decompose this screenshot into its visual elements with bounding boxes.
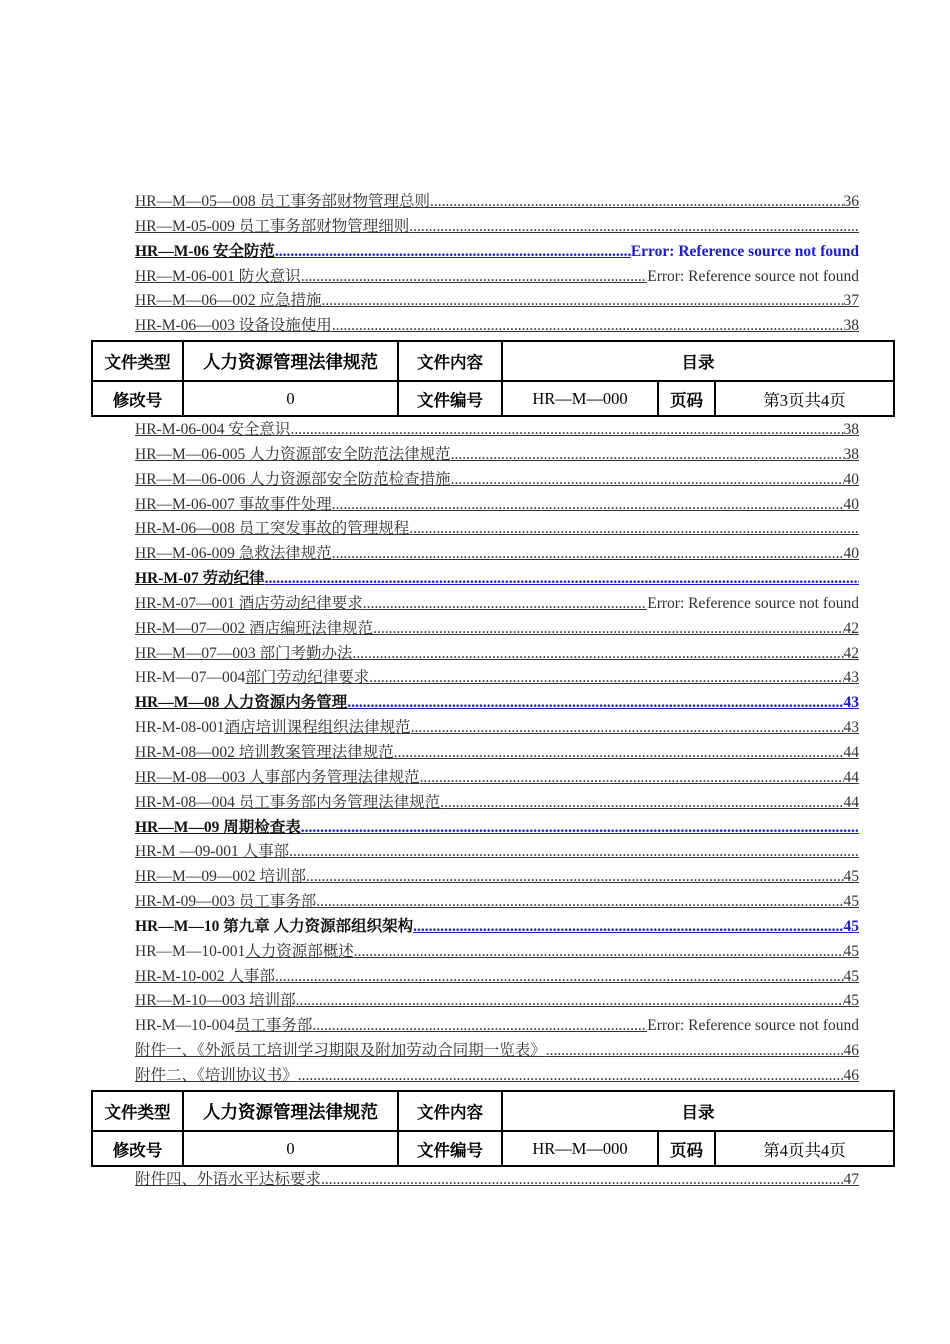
toc-entry[interactable]: [135, 265, 859, 290]
toc-entry[interactable]: [135, 1064, 859, 1089]
file-content-value: 目录: [502, 1091, 894, 1131]
doc-number-value: HR—M—000: [502, 381, 658, 416]
toc-entry-title: HR—M—06—002 应急措施: [135, 292, 322, 310]
toc-entry[interactable]: [135, 418, 859, 443]
toc-entry-title: HR—M—07—003 部门考勤办法: [135, 644, 353, 662]
toc-entry[interactable]: [135, 791, 859, 816]
toc-entry-title: HR-M-07 劳动纪律: [135, 570, 265, 588]
toc-entry-title: HR-M-06—003 设备设施使用: [135, 317, 332, 335]
toc-entry-title: HR-M-07—001 酒店劳动纪律要求: [135, 594, 363, 612]
toc-page-number: 40: [843, 495, 859, 513]
page-label: 页码: [658, 381, 715, 416]
toc-page-number: 43: [843, 719, 859, 737]
toc-entry-code: HR—M—10 第九章 人力资源部组织架构: [135, 917, 414, 935]
toc-leader-dots: [275, 240, 631, 265]
toc-leader-dots: [411, 716, 844, 741]
revision-value: 0: [183, 381, 398, 416]
toc-leader-dots: [321, 289, 843, 314]
toc-entry-title: HR-M—07—002 酒店编班法律规范: [135, 619, 374, 637]
toc-leader-dots: [409, 215, 859, 240]
toc-group-3: [135, 1168, 859, 1193]
toc-entry[interactable]: [135, 1014, 859, 1039]
toc-entry[interactable]: [135, 642, 859, 667]
toc-leader-dots: [296, 989, 844, 1014]
file-type-value: 人力资源管理法律规范: [183, 341, 398, 381]
toc-page-number: 37: [843, 292, 859, 310]
toc-entry[interactable]: [135, 240, 859, 265]
toc-entry-title: 附件一、《外派员工培训学习期限及附加劳动合同期一览表》: [135, 1042, 546, 1060]
toc-page-number: 43: [843, 669, 859, 687]
toc-entry-title: HR—M—06-006 人力资源部安全防范检查措施: [135, 470, 451, 488]
toc-entry-title: HR-M-08—004 员工事务部内务管理法律规范: [135, 793, 441, 811]
toc-page-number: 36: [843, 193, 859, 210]
toc-leader-dots: [451, 443, 844, 468]
toc-entry[interactable]: [135, 215, 859, 240]
toc-entry-title: HR—M—09 周期检查表: [135, 818, 301, 836]
toc-entry-title: HR-M-06—008 员工突发事故的管理规程: [135, 520, 410, 538]
toc-entry-title: HR—M-10—003 培训部: [135, 992, 296, 1010]
page-count: 第3页共4页: [715, 381, 894, 416]
toc-entry[interactable]: [135, 816, 859, 841]
toc-entry[interactable]: [135, 766, 859, 791]
toc-page-number: Error: Reference source not found: [647, 1017, 859, 1035]
toc-entry[interactable]: [135, 443, 859, 468]
toc-leader-dots: [298, 1064, 844, 1089]
toc-page-number: 45: [843, 917, 859, 935]
toc-entry-title: HR-M-06-004 安全意识: [135, 421, 291, 438]
toc-entry-title: 附件二、《培训协议书》: [135, 1066, 298, 1084]
toc-entry[interactable]: [135, 1168, 859, 1193]
toc-entry[interactable]: [135, 542, 859, 567]
toc-page-number: 46: [843, 1066, 859, 1084]
toc-entry-title: 附件四、外语水平达标要求: [135, 1171, 322, 1188]
toc-leader-dots: [332, 493, 844, 518]
toc-leader-dots: [440, 791, 843, 816]
toc-entry-title: HR—M—05—008 员工事务部财物管理总则: [135, 193, 430, 210]
toc-leader-dots: [332, 542, 844, 567]
toc-entry-title: HR—M-06-009 急救法律规范: [135, 545, 332, 563]
toc-entry-title: HR-M-10-002 人事部: [135, 967, 275, 985]
toc-entry-title: HR—M-08—003 人事部内务管理法律规范: [135, 768, 420, 786]
file-content-value: 目录: [502, 341, 894, 381]
file-content-label: 文件内容: [398, 341, 502, 381]
toc-page-number: 45: [843, 942, 859, 960]
toc-page-number: 38: [843, 421, 859, 438]
toc-entry[interactable]: [135, 666, 859, 691]
toc-page-number: 42: [843, 644, 859, 662]
toc-page-number: 44: [843, 768, 859, 786]
toc-leader-dots: [363, 592, 647, 617]
toc-entry[interactable]: [135, 940, 859, 965]
toc-entry[interactable]: [135, 567, 859, 592]
toc-leader-dots: [289, 840, 859, 865]
doc-number-label: 文件编号: [398, 1131, 502, 1166]
toc-leader-dots: [369, 666, 843, 691]
toc-entry[interactable]: [135, 865, 859, 890]
toc-entry-code: HR-M—07—004: [135, 669, 246, 687]
document-header-2: [91, 1090, 895, 1167]
toc-entry[interactable]: [135, 890, 859, 915]
toc-entry[interactable]: [135, 1039, 859, 1064]
toc-entry-code: HR-M-08-001: [135, 719, 225, 737]
toc-leader-dots: [347, 691, 843, 716]
revision-label: 修改号: [92, 381, 183, 416]
file-type-value: 人力资源管理法律规范: [183, 1091, 398, 1131]
toc-page-number: 43: [843, 694, 859, 712]
toc-leader-dots: [451, 468, 844, 493]
toc-entry-link-text: 内务管理: [285, 694, 348, 712]
toc-page-number: 45: [843, 967, 859, 985]
doc-number-value: HR—M—000: [502, 1131, 658, 1166]
revision-label: 修改号: [92, 1131, 183, 1166]
toc-entry-title: HR—M-06-007 事故事件处理: [135, 495, 332, 513]
toc-leader-dots: [413, 915, 843, 940]
toc-page-number: 46: [843, 1042, 859, 1060]
toc-entry[interactable]: [135, 965, 859, 990]
toc-entry-title: 人力资源部概述: [245, 942, 354, 960]
toc-leader-dots: [354, 940, 844, 965]
toc-leader-dots: [373, 617, 843, 642]
toc-entry-title: HR—M—08 人力资源: [135, 694, 286, 712]
toc-page-number: 45: [843, 868, 859, 886]
toc-group-2: [135, 418, 859, 1089]
toc-entry-title: HR—M—09—002 培训部: [135, 868, 306, 886]
toc-leader-dots: [265, 567, 859, 592]
toc-leader-dots: [332, 314, 844, 339]
toc-entry-title: HR—M-06 安全防范: [135, 242, 275, 260]
toc-entry[interactable]: [135, 468, 859, 493]
toc-group-1: [135, 190, 859, 339]
toc-leader-dots: [321, 1168, 843, 1193]
toc-leader-dots: [290, 418, 843, 443]
file-type-label: 文件类型: [92, 1091, 183, 1131]
toc-entry[interactable]: [135, 741, 859, 766]
toc-entry-title: HR—M-05-009 员工事务部财物管理细则: [135, 217, 410, 235]
file-content-label: 文件内容: [398, 1091, 502, 1131]
toc-leader-dots: [301, 265, 647, 290]
toc-leader-dots: [301, 816, 859, 841]
toc-leader-dots: [394, 741, 844, 766]
toc-page-number: 38: [843, 317, 859, 335]
toc-entry-title: 员工事务部: [234, 1017, 313, 1035]
toc-page-number: Error: Reference source not found: [630, 242, 859, 260]
toc-entry[interactable]: [135, 517, 859, 542]
toc-leader-dots: [306, 865, 844, 890]
toc-entry-code: HR-M—10-004: [135, 1017, 235, 1035]
toc-page-number: Error: Reference source not found: [647, 267, 859, 285]
file-type-label: 文件类型: [92, 341, 183, 381]
revision-value: 0: [183, 1131, 398, 1166]
toc-page-number: 44: [843, 743, 859, 761]
toc-entry[interactable]: [135, 915, 859, 940]
toc-entry[interactable]: [135, 314, 859, 339]
toc-leader-dots: [430, 190, 844, 215]
toc-entry[interactable]: [135, 592, 859, 617]
toc-entry-title: HR—M-06-001 防火意识: [135, 267, 301, 285]
page-label: 页码: [658, 1131, 715, 1166]
toc-leader-dots: [546, 1039, 844, 1064]
toc-entry[interactable]: [135, 289, 859, 314]
toc-entry[interactable]: [135, 691, 859, 716]
toc-entry[interactable]: [135, 716, 859, 741]
toc-leader-dots: [420, 766, 844, 791]
toc-page-number: 40: [843, 470, 859, 488]
toc-entry-title: HR-M —09-001 人事部: [135, 843, 290, 861]
toc-entry[interactable]: [135, 617, 859, 642]
toc-page-number: 38: [843, 445, 859, 463]
doc-number-label: 文件编号: [398, 381, 502, 416]
toc-entry-title: HR—M—06-005 人力资源部安全防范法律规范: [135, 445, 451, 463]
toc-page-number: 44: [843, 793, 859, 811]
toc-entry[interactable]: [135, 989, 859, 1014]
toc-page-number: 42: [843, 619, 859, 637]
toc-entry[interactable]: [135, 840, 859, 865]
toc-entry[interactable]: [135, 190, 859, 215]
page-count: 第4页共4页: [715, 1131, 894, 1166]
toc-page-number: Error: Reference source not found: [647, 594, 859, 612]
toc-leader-dots: [312, 1014, 647, 1039]
toc-page-number: 40: [843, 545, 859, 563]
toc-page-number: 47: [843, 1171, 859, 1188]
toc-entry-title: 酒店培训课程组织法律规范: [224, 719, 411, 737]
toc-page-number: 45: [843, 992, 859, 1010]
toc-leader-dots: [409, 517, 859, 542]
toc-page-number: 45: [843, 893, 859, 911]
toc-entry-title: HR-M-09—003 员工事务部: [135, 893, 317, 911]
toc-entry-title: HR-M-08—002 培训教案管理法律规范: [135, 743, 394, 761]
toc-entry-title: 部门劳动纪律要求: [245, 669, 370, 687]
document-header-1: [91, 340, 895, 417]
toc-leader-dots: [352, 642, 843, 667]
toc-leader-dots: [316, 890, 843, 915]
toc-entry[interactable]: [135, 493, 859, 518]
toc-entry-code: HR—M—10-001: [135, 942, 246, 960]
toc-leader-dots: [275, 965, 844, 990]
